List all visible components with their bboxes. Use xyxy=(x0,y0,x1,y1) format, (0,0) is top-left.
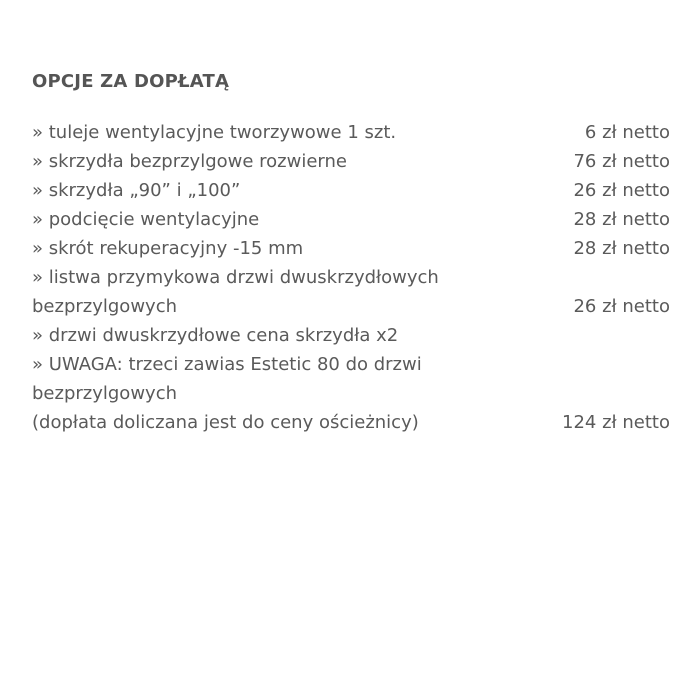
option-row xyxy=(32,408,670,437)
option-label: » podcięcie wentylacyjne xyxy=(32,209,260,230)
option-row xyxy=(32,176,670,205)
option-price: 26 zł netto xyxy=(573,180,670,201)
option-label: » skrzydła bezprzylgowe rozwierne xyxy=(32,151,347,172)
option-row xyxy=(32,147,670,176)
option-label: (dopłata doliczana jest do ceny ościeżnicy) xyxy=(32,412,419,433)
section-title: OPCJE ZA DOPŁATĄ xyxy=(32,71,230,92)
options-section xyxy=(32,68,670,437)
option-price: 28 zł netto xyxy=(573,209,670,230)
option-row xyxy=(32,205,670,234)
option-row xyxy=(32,263,670,321)
option-label: » skrzydła „90” i „100” xyxy=(32,180,241,201)
options-list xyxy=(32,118,670,437)
option-row xyxy=(32,350,670,408)
option-row xyxy=(32,234,670,263)
option-price: 26 zł netto xyxy=(573,296,670,317)
option-price: 76 zł netto xyxy=(573,151,670,172)
option-price: 28 zł netto xyxy=(573,238,670,259)
option-label: » tuleje wentylacyjne tworzywowe 1 szt. xyxy=(32,122,397,143)
option-row xyxy=(32,118,670,147)
option-price: 6 zł netto xyxy=(584,122,670,143)
option-row xyxy=(32,321,670,350)
option-label: » drzwi dwuskrzydłowe cena skrzydła x2 xyxy=(32,325,399,346)
option-label: » skrót rekuperacyjny -15 mm xyxy=(32,238,304,259)
option-label: » listwa przymykowa drzwi dwuskrzydłowych bezprzylgowych xyxy=(32,267,439,317)
option-label: » UWAGA: trzeci zawias Estetic 80 do drzwi bezprzylgowych xyxy=(32,354,422,404)
option-price: 124 zł netto xyxy=(562,412,670,433)
